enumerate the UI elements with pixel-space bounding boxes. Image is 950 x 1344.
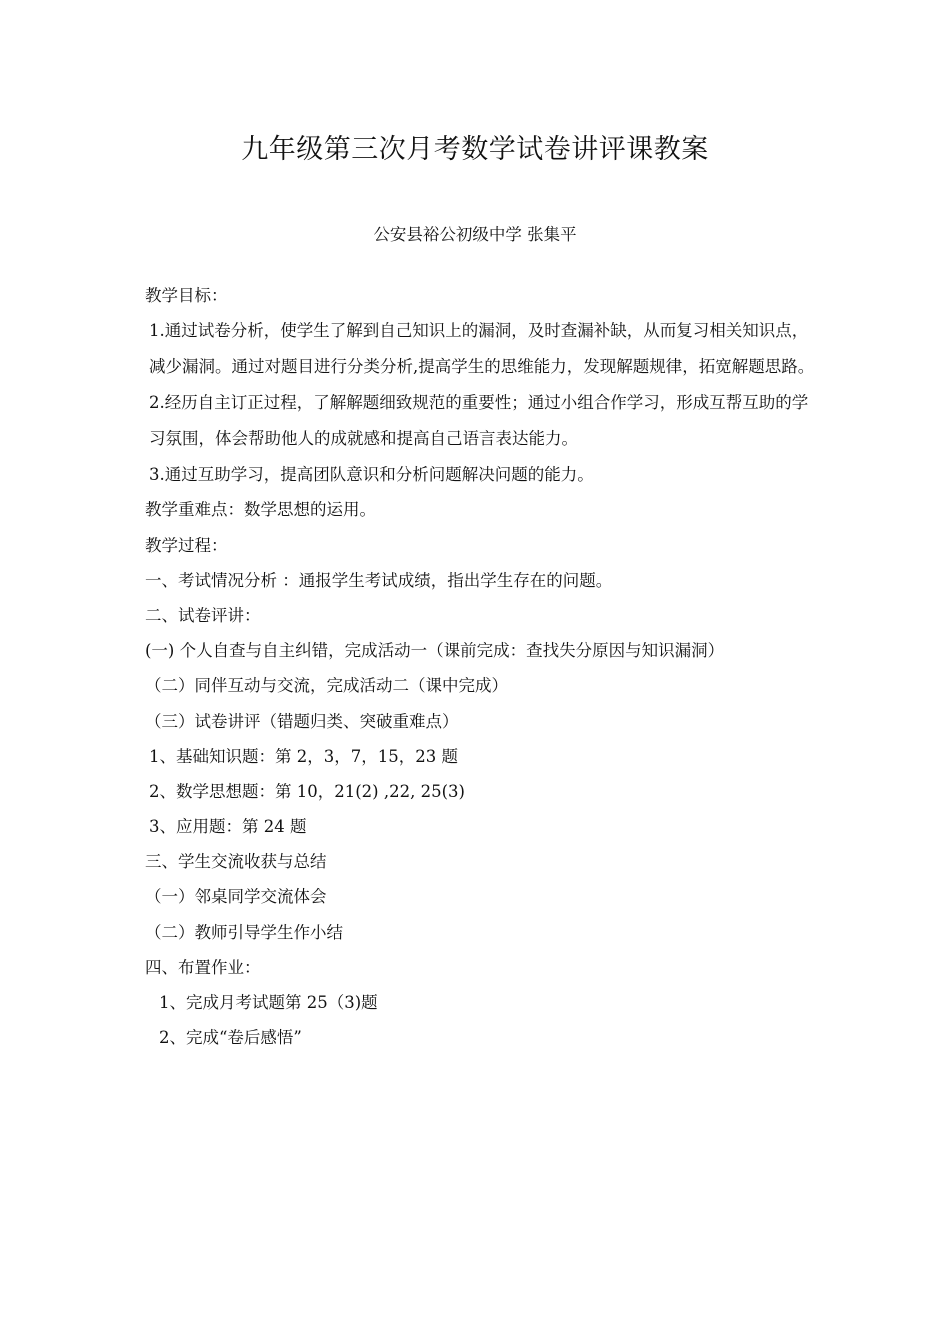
subsection-item: （一）邻桌同学交流体会 [145, 887, 327, 907]
document-body [145, 278, 815, 1055]
document-title: 九年级第三次月考数学试卷讲评课教案 [241, 134, 709, 165]
homework-item: 1、完成月考试题第 25（3)题 [159, 993, 378, 1012]
subsection-item: （二）同伴互动与交流，完成活动二（课中完成） [145, 676, 508, 696]
objective-item: 3.通过互助学习，提高团队意识和分析问题解决问题的能力。 [149, 465, 594, 485]
subsection-item: （二）教师引导学生作小结 [145, 922, 343, 942]
subsection-item: (一) 个人自查与自主纠错，完成活动一（课前完成：查找失分原因与知识漏洞） [145, 641, 725, 661]
subsection-item: （三）试卷讲评（错题归类、突破重难点） [145, 711, 459, 731]
author-line: 公安县裕公初级中学 张集平 [373, 225, 577, 244]
section-heading: 三、学生交流收获与总结 [145, 852, 327, 872]
question-group: 3、应用题：第 24 题 [149, 817, 307, 837]
homework-item: 2、完成“卷后感悟” [159, 1028, 302, 1048]
key-points: 教学重难点：数学思想的运用。 [145, 500, 376, 520]
question-group: 1、基础知识题：第 2，3，7，15，23 题 [149, 746, 458, 766]
section-heading: 四、布置作业： [145, 957, 261, 977]
section-heading: 一、考试情况分析 ：通报学生考试成绩，指出学生存在的问题。 [145, 570, 613, 590]
process-heading: 教学过程： [145, 535, 228, 555]
objectives-heading: 教学目标： [145, 286, 228, 305]
objective-item: 1.通过试卷分析，使学生了解到自己知识上的漏洞，及时查漏补缺，从而复习相关知识点，减少漏洞。通过对题目进行分类分析,提高学生的思维能力，发现解题规律，拓宽解题思路。 [149, 321, 815, 377]
objective-item: 2.经历自主订正过程，了解解题细致规范的重要性；通过小组合作学习，形成互帮互助的学习氛围，体会帮助他人的成就感和提高自己语言表达能力。 [149, 393, 809, 449]
section-heading: 二、试卷评讲： [145, 605, 261, 625]
question-group: 2、数学思想题：第 10，21(2) ,22, 25(3) [149, 781, 465, 801]
